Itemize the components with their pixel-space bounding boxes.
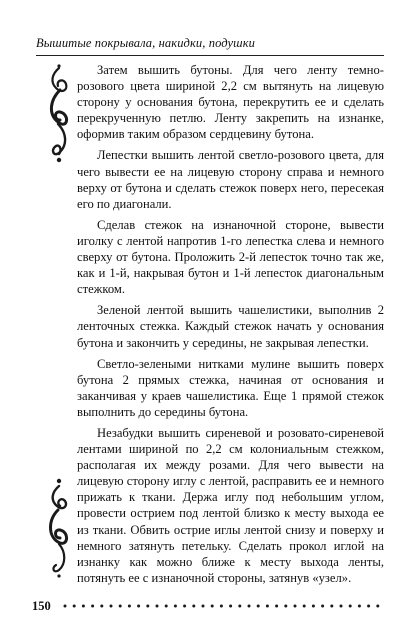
footer-dot — [82, 605, 85, 608]
footer-dot — [266, 605, 269, 608]
running-header: Вышитые покрывала, накидки, подушки — [36, 36, 256, 50]
footer-dot — [321, 605, 324, 608]
paragraph-6: Незабудки вышить сиреневой и розовато-сиреневой лентами шириной по 2,2 см колониальным стежком, располагая их между розами. Для чего вывести на лицевую сторону иглу с лентой, расправить ее и немного прижать к ткани. Держа иглу под небольшим углом, провести острием под лентой близко к месту выхода ее из ткани. Обвить острие иглы лентой снизу и поверху и немного затянуть петельку. Сделать прокол иглой на изнанку как можно ближе к месту выхода ленты, потянуть ее с изнаночной стороны, затянув «узел». — [77, 425, 384, 585]
footer-dot — [192, 605, 195, 608]
footer-dot — [248, 605, 251, 608]
footer-dot — [284, 605, 287, 608]
footer-dot — [128, 605, 131, 608]
footer-dot — [211, 605, 214, 608]
footer-dot — [238, 605, 241, 608]
footer-dot — [183, 605, 186, 608]
footer-dot — [202, 605, 205, 608]
footer-dot — [367, 605, 370, 608]
flourish-ornament-top — [44, 64, 74, 164]
footer-dot — [165, 605, 168, 608]
footer-dot — [358, 605, 361, 608]
paragraph-2: Лепестки вышить лентой светло-розового цвета, для чего вывести ее на лицевую сторону справа и немного верху от бутона и сделать стежок поверх него, пересекая его по диагонали. — [77, 148, 384, 211]
footer-dot — [110, 605, 113, 608]
footer-dot — [119, 605, 122, 608]
footer-dot — [257, 605, 260, 608]
footer-dot — [294, 605, 297, 608]
footer-dot — [275, 605, 278, 608]
footer-dot — [312, 605, 315, 608]
paragraph-1: Затем вышить бутоны. Для чего ленту темно-розового цвета шириной 2,2 см вытянуть на лицевую сторону у основания бутона, перекрутить ее и сделать перекрученную петлю. Ленту закрепить на изнанке, оформив таким образом сердцевину бутона. — [77, 63, 384, 142]
header-rule — [36, 55, 384, 56]
footer-dot — [137, 605, 140, 608]
footer-dot — [73, 605, 76, 608]
paragraph-3: Сделав стежок на изнаночной стороне, вывести иголку с лентой напротив 1-го лепестка слева и немного сверху от бутона. Проложить 2-й лепесток точно так же, как и 1-й, накрывая бутон и 1-й лепесток диагональным стежком. — [77, 217, 384, 297]
footer-dot — [156, 605, 159, 608]
footer-dot — [91, 605, 94, 608]
flourish-ornament-bottom — [44, 478, 74, 578]
footer-dot-leader — [62, 601, 384, 611]
footer-dot — [303, 605, 306, 608]
footer-dot — [220, 605, 223, 608]
footer-dot — [174, 605, 177, 608]
footer-dot — [330, 605, 333, 608]
footer-dot — [229, 605, 232, 608]
paragraph-4: Зеленой лентой вышить чашелистики, выполнив 2 ленточных стежка. Каждый стежок начать у основания бутона и закончить у середины, не закрывая лепестки. — [77, 303, 384, 350]
main-text-body — [77, 62, 384, 586]
page-footer — [32, 599, 384, 619]
footer-dot — [376, 605, 379, 608]
page-number: 150 — [32, 599, 51, 613]
footer-dot — [146, 605, 149, 608]
footer-dot — [100, 605, 103, 608]
footer-dot — [349, 605, 352, 608]
paragraph-5: Светло-зелеными нитками мулине вышить поверх бутона 2 прямых стежка, начиная от основания и заканчивая у краев чашелистика. Еще 1 прямой стежок выполнить до середины бутона. — [77, 356, 384, 419]
footer-dot — [64, 605, 67, 608]
footer-dot — [340, 605, 343, 608]
